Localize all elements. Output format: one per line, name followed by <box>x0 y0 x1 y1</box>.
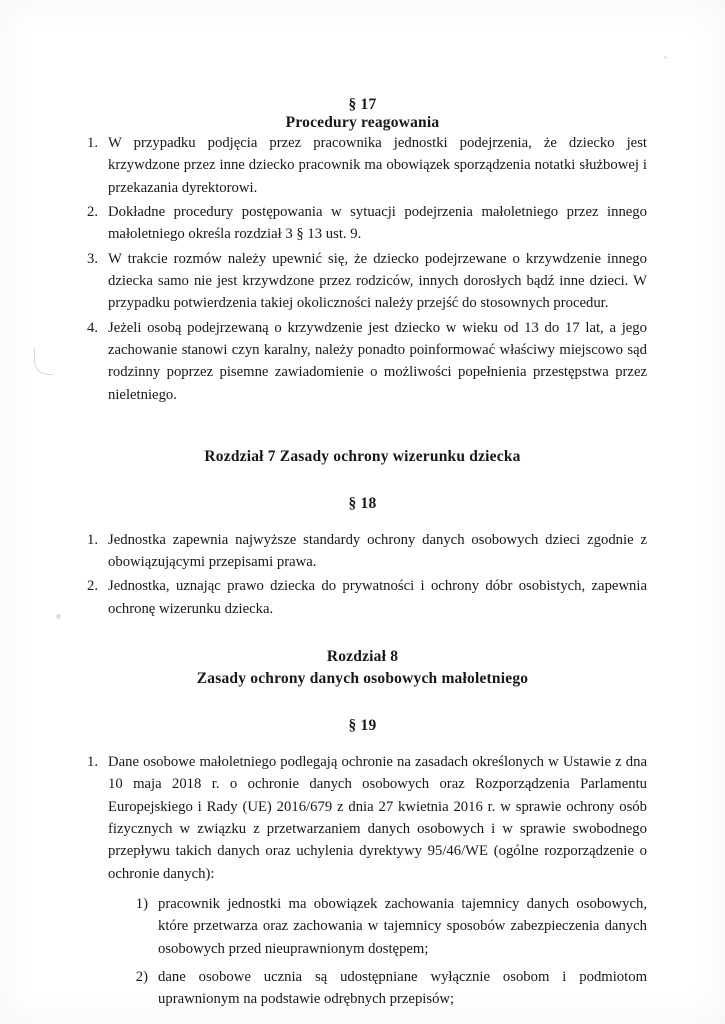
section-paragraph-17 <box>78 96 647 406</box>
list-item <box>78 201 647 246</box>
list-marker: 3. <box>86 250 98 267</box>
list-marker: 2) <box>135 969 148 985</box>
list-marker: 2. <box>86 204 98 221</box>
section-number-17: § 17 <box>348 96 377 113</box>
spacer <box>78 513 647 529</box>
scan-artifact-curl <box>34 348 53 375</box>
section-chapter-8 <box>78 646 647 1011</box>
list-marker: 1) <box>135 895 148 912</box>
sublist-wrapper <box>78 893 647 1011</box>
list-paragraph-17 <box>78 132 647 406</box>
spacer <box>78 620 647 646</box>
list-item <box>78 317 647 406</box>
spacer <box>78 735 647 751</box>
list-marker: 1. <box>86 135 98 151</box>
list-marker: 1. <box>86 531 98 548</box>
list-item <box>78 529 647 574</box>
list-text: Jeżeli osobą podejrzewaną o krzywdzenie jest dziecko w wieku od 13 do 17 lat, a jego zachowanie stanowi czyn karalny, należy ponadto poinformować właściwy miejscowo sąd rodzinny poprzez pisemne zawiadomienie o możliwości popełnienia przestępstwa przez nieletniego. <box>108 319 647 403</box>
list-paragraph-19 <box>78 751 647 885</box>
list-text: pracownik jednostki ma obowiązek zachowania tajemnicy danych osobowych, które przetwarza oraz zachowania w tajemnicy sposobów zabezpieczenia danych osobowych przed nieuprawnionym dostępem; <box>158 895 647 957</box>
chapter-title-8-line1: Rozdział 8 <box>326 647 399 665</box>
list-text: Jednostka, uznając prawo dziecka do prywatności i ochrony dóbr osobistych, zapewnia ochronę wizerunku dziecka. <box>108 578 647 617</box>
list-marker: 1. <box>86 753 98 770</box>
scan-artifact-speck-top <box>664 56 667 59</box>
list-text: W przypadku podjęcia przez pracownika jednostki podejrzenia, że dziecko jest krzywdzone przez inne dziecko pracownik ma obowiązek sporządzenia notatki służbowej i przekazania dyrektorowi. <box>108 135 647 196</box>
list-item <box>78 132 647 199</box>
chapter-title-7: Rozdział 7 Zasady ochrony wizerunku dziecka <box>204 448 521 466</box>
list-paragraph-18 <box>78 529 647 620</box>
list-marker: 2. <box>86 578 98 595</box>
list-item <box>78 575 647 620</box>
list-item <box>78 248 647 315</box>
spacer <box>78 406 647 446</box>
scan-artifact-speck-left <box>56 614 61 619</box>
list-text: Jednostka zapewnia najwyższe standardy ochrony danych osobowych dzieci zgodnie z obowiązującymi przepisami prawa. <box>108 531 647 570</box>
list-item <box>122 893 647 960</box>
spacer <box>78 691 647 717</box>
list-item <box>122 966 647 1011</box>
section-number-18: § 18 <box>348 494 377 512</box>
spacer <box>78 469 647 495</box>
list-text: W trakcie rozmów należy upewnić się, że dziecko podejrzewane o krzywdzenie innego dziecka samo nie jest krzywdzone przez rodziców, innych dorosłych bądź inne dzieci. W przypadku potwierdzenia takiej okoliczności należy przejść do stosownych procedur. <box>108 250 647 312</box>
list-text: Dane osobowe małoletniego podlegają ochronie na zasadach określonych w Ustawie z dna 10 maja 2018 r. o ochronie danych osobowych oraz Rozporządzenia Parlamentu Europejskiego i Rady (UE) 2016/679 z dnia 27 kwietnia 2016 r. w sprawie ochrony osób fizycznych w związku z przetwarzaniem danych osobowych i w sprawie swobodnego przepływu takich danych oraz uchylenia dyrektywy 95/46/WE (ogólne rozporządzenie o ochronie danych): <box>108 753 647 882</box>
list-text: dane osobowe ucznia są udostępniane wyłącznie osobom i podmiotom uprawnionym na podstawie odrębnych przepisów; <box>158 969 647 1008</box>
section-number-19: § 19 <box>348 716 377 734</box>
list-marker: 4. <box>86 319 98 336</box>
list-text: Dokładne procedury postępowania w sytuacji podejrzenia małoletniego przez innego małoletniego określa rozdział 3 § 13 ust. 9. <box>108 204 647 243</box>
list-item <box>78 751 647 885</box>
chapter-title-8-line2: Zasady ochrony danych osobowych małoletniego <box>196 670 529 688</box>
sublist-paragraph-19 <box>122 893 647 1011</box>
section-chapter-7 <box>78 446 647 620</box>
section-title-17: Procedury reagowania <box>285 114 440 131</box>
